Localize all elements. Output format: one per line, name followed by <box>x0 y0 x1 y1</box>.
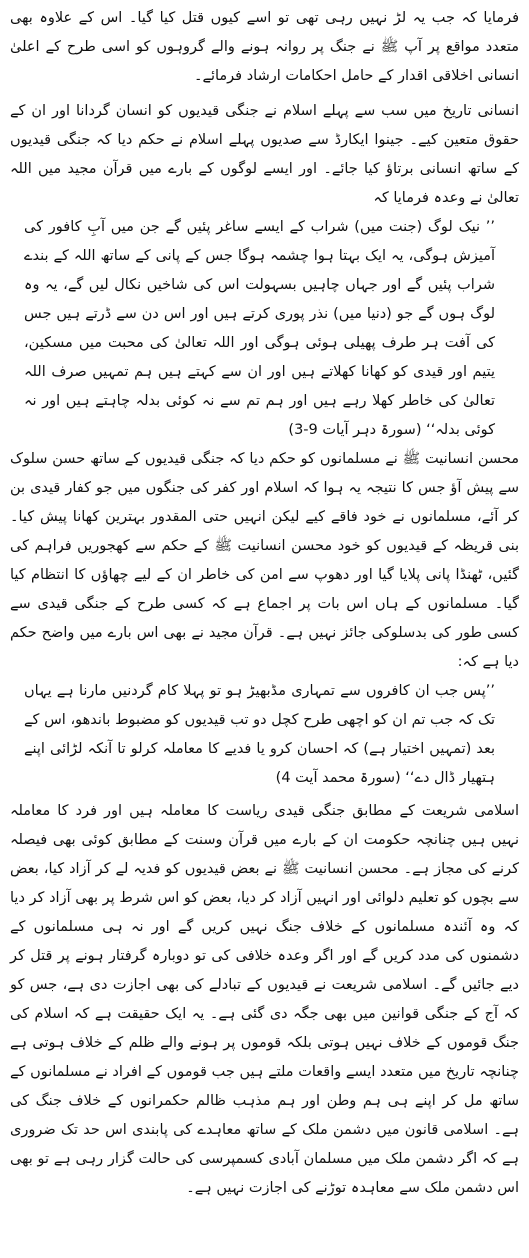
quote-reference: (سورۃ محمد آیت 4) <box>275 770 401 786</box>
quote-reference: (سورۃ دہر آیات 9-3) <box>288 422 422 438</box>
quran-quote-muhammad <box>24 677 495 793</box>
paragraph-prisoners-rights: انسانی تاریخ میں سب سے پہلے اسلام نے جنگی قیدیوں کو انسان گردانا اور ان کے حقوق متعین کیے۔ جینوا ایکارڈ سے صدیوں پہلے اسلام نے حکم دیا کہ جنگی قیدیوں کے ساتھ انسانی برتاؤ کیا جائے۔ اور ایسے لوگوں کے بارے میں قرآن مجید میں اللہ تعالیٰ نے وعدہ فرمایا کہ <box>10 103 519 206</box>
quran-quote-dahr <box>24 213 495 445</box>
quote-text: ’’پس جب ان کافروں سے تمہاری مڈبھیڑ ہو تو پہلا کام گردنیں مارنا ہے یہاں تک کہ جب تم ان کو اچھی طرح کچل دو تب قیدیوں کو مضبوط باندھو، اس کے بعد (تمہیں اختیار ہے) کہ احسان کرو یا فدیے کا معاملہ کرلو تا آنکہ لڑائی اپنے ہتھیار ڈال دے‘‘ <box>24 683 495 786</box>
quote-text: ’’ نیک لوگ (جنت میں) شراب کے ایسے ساغر پئیں گے جن میں آبِ کافور کی آمیزش ہوگی، یہ ایک بہتا ہوا چشمہ ہوگا جس کے پانی کے ساتھ اللہ کے بندے شراب پئیں گے اور جہاں چاہیں بسہولت اس کی شاخیں نکال لیں گے، یہ وہ لوگ ہوں گے جو (دنیا میں) نذر پوری کرتے ہیں اور اس دن سے ڈرتے ہیں جس کی آفت ہر طرف پھیلی ہوئی ہوگی اور اللہ تعالیٰ کی محبت میں مسکین، یتیم اور قیدی کو کھانا کھلاتے ہیں اور ان سے کہتے ہیں ہم تمہیں صرف اللہ تعالیٰ کی خاطر کھلا رہے ہیں اور ہم تم سے نہ کوئی بدلہ چاہتے ہیں اور نہ کوئی بدلہ‘‘ <box>24 219 495 438</box>
paragraph-sharia-state: اسلامی شریعت کے مطابق جنگی قیدی ریاست کا معاملہ ہیں اور فرد کا معاملہ نہیں ہیں چنانچہ حکومت ان کے بارے میں قرآن وسنت کے مطابق کوئی بھی فیصلہ کرنے کی مجاز ہے۔ محسن انسانیت ﷺ نے بعض قیدیوں کو فدیہ لے کر آزاد کیا، بعض سے بچوں کو تعلیم دلوائی اور انہیں آزاد کر دیا، بعض کو اس شرط پر بھی آزاد کر دیا کہ وہ آئندہ مسلمانوں کے خلاف جنگ نہیں کریں گے اور نہ ہی مسلمانوں کے دشمنوں کی مدد کریں گے اور اگر وعدہ خلافی کی تو دوبارہ گرفتار ہونے پر قتل کر دیے جائیں گے۔ اسلامی شریعت نے قیدیوں کے تبادلے کی بھی اجازت دی ہے، جس کو کہ آج کے جنگی قوانین میں بھی جگہ دی گئی ہے۔ یہ ایک حقیقت ہے کہ اسلام کی جنگ قوموں کے خلاف نہیں ہوتی بلکہ قوموں پر ہونے والے ظلم کے خلاف ہوتی ہے چنانچہ تاریخ میں متعدد ایسے واقعات ملتے ہیں جب قوموں کے افراد نے مسلمانوں کے ساتھ مل کر اپنے ہی ہم وطن اور ہم مذہب ظالم حکمرانوں کے خلاف جنگ کی ہے۔ اسلامی قانون میں دشمن ملک کے ساتھ معاہدے کی پابندی اس حد تک ضروری ہے کہ اگر دشمن ملک میں مسلمان آبادی کسمپرسی کی حالت گزار رہی ہے تو بھی اس دشمن ملک سے معاہدہ توڑنے کی اجازت نہیں ہے۔ <box>10 803 519 1196</box>
paragraph-intro: فرمایا کہ جب یہ لڑ نہیں رہی تھی تو اسے کیوں قتل کیا گیا۔ اس کے علاوہ بھی متعدد مواقع پر آپ ﷺ نے جنگ پر روانہ ہونے والے گروہوں کو اسی طرح کے اعلیٰ انسانی اخلاقی اقدار کے حامل احکامات ارشاد فرمائے۔ <box>10 10 519 84</box>
paragraph-prophet-command: محسن انسانیت ﷺ نے مسلمانوں کو حکم دیا کہ جنگی قیدیوں کے ساتھ حسن سلوک سے پیش آؤ جس کا نتیجہ یہ ہوا کہ اسلام اور کفر کی جنگوں میں جو کفار قیدی بن کر آئے، مسلمانوں نے خود فاقے کیے لیکن انہیں حتی المقدور بہترین کھانا پیش کیا۔ بنی قریظہ کے قیدیوں کو خود محسن انسانیت ﷺ کے حکم سے کھجوریں فراہم کی گئیں، ٹھنڈا پانی پلایا گیا اور دھوپ سے امن کی خاطر ان کے لیے چھاؤں کا انتظام کیا گیا۔ مسلمانوں کے ہاں اس بات پر اجماع ہے کہ کسی طرح کے جنگی قیدی سے کسی طور کی بدسلوکی جائز نہیں ہے۔ قرآن مجید نے بھی اس بارے میں واضح حکم دیا ہے کہ: <box>10 451 519 670</box>
